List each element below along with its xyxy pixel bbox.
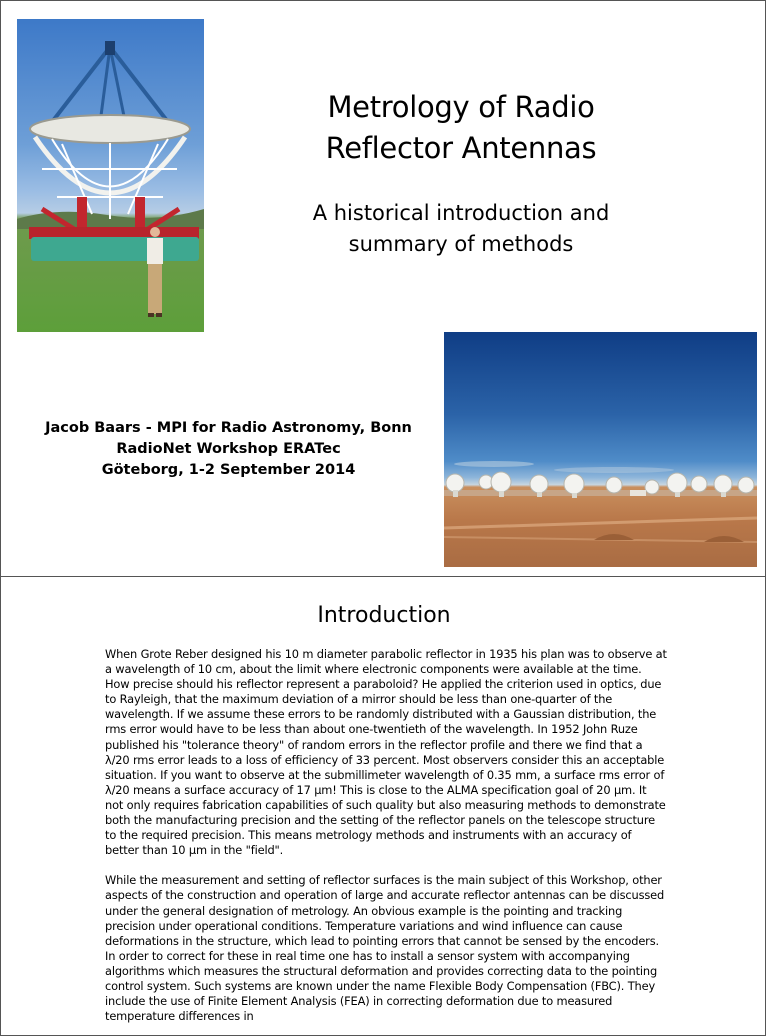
reber-telescope-illustration — [17, 19, 204, 332]
alma-array-photo — [444, 332, 757, 567]
presentation-subtitle: A historical introduction and summary of methods — [312, 201, 610, 256]
alma-array-illustration — [444, 332, 757, 567]
paragraph: While the measurement and setting of reflector surfaces is the main subject of this Workshop, other aspects of the construction and operation of large and accurate reflector antennas can be discussed under the general designation of metrology. An obvious example is the pointing and tracking precision under operational conditions. Temperature variations and wind influence can cause deformations in the structure, which lead to pointing errors that cannot be sensed by the encoders. In order to correct for these in real time one has to install a sensor system with accompanying algorithms which measures the structural deformation and provides correcting data to the pointing control system. Such systems are known under the name Flexible Body Compensation (FBC). They include the use of Finite Element Analysis (FEA) in correcting deformation due to measured temperature differences in — [105, 873, 665, 1024]
introduction-slide — [0, 576, 766, 1036]
slide-heading: Introduction — [317, 603, 451, 628]
workshop-line: RadioNet Workshop ERATec — [116, 441, 341, 457]
paragraph: When Grote Reber designed his 10 m diameter parabolic reflector in 1935 his plan was to observe at a wavelength of 10 cm, about the limit where electronic components were available at the time. How precise should his reflector represent a paraboloid? He applied the criterion used in optics, due to Rayleigh, that the maximum deviation of a mirror should be less than one-quarter of the wavelength. If we assume these errors to be randomly distributed with a Gaussian distribution, the rms error would have to be less than about one-twentieth of the wavelength. In 1952 John Ruze published his "tolerance theory" of random errors in the reflector profile and there we find that a λ/20 rms error leads to a loss of efficiency of 33 percent. Most observers consider this an acceptable situation. If you want to observe at the submillimeter wavelength of 0.35 mm, a surface rms error of λ/20 means a surface accuracy of 17 µm! This is close to the ALMA specification goal of 20 µm. It not only requires fabrication capabilities of such quality but also measuring methods to demonstrate both the manufacturing precision and the setting of the reflector panels on the telescope structure to the required precision. This means metrology methods and instruments with an accuracy of better than 10 µm in the "field". — [105, 647, 667, 858]
author-line: Jacob Baars - MPI for Radio Astronomy, Bonn — [45, 420, 412, 436]
location-date-line: Göteborg, 1-2 September 2014 — [101, 462, 356, 478]
author-info — [41, 418, 416, 481]
intro-body-text — [105, 647, 667, 1036]
reber-telescope-photo — [17, 19, 204, 332]
presentation-title: Metrology of Radio Reflector Antennas — [325, 90, 597, 165]
